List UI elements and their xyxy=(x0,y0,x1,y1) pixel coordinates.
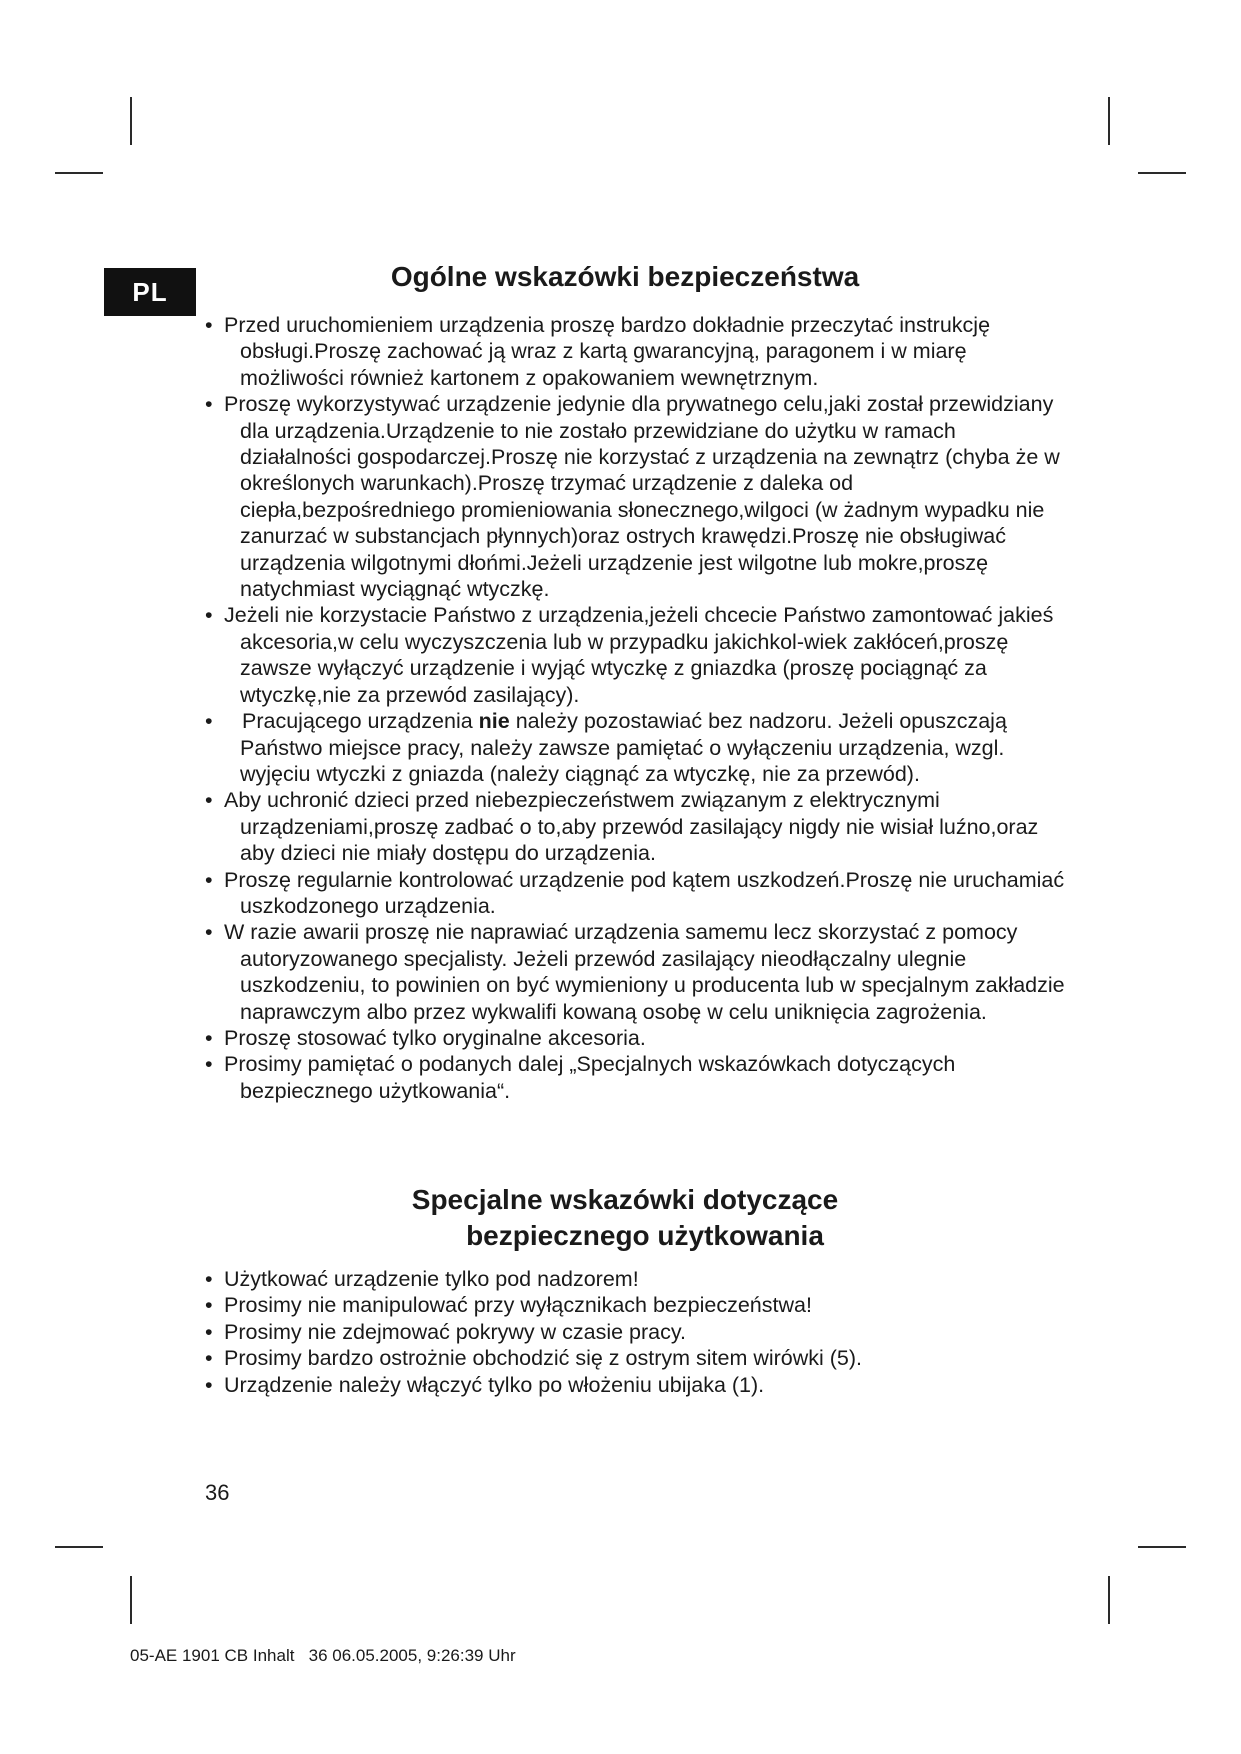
list-item: • Proszę regularnie kontrolować urządzenie pod kątem uszkodzeń.Proszę nie uruchamiać uszkodzonego urządzenia. xyxy=(205,867,1065,920)
list-item: • Proszę stosować tylko oryginalne akcesoria. xyxy=(205,1025,1065,1051)
crop-mark-top-right-horizontal xyxy=(1138,172,1186,174)
list-item: • Prosimy bardzo ostrożnie obchodzić się z ostrym sitem wirówki (5). xyxy=(205,1345,1065,1371)
list-item: • Użytkować urządzenie tylko pod nadzorem! xyxy=(205,1266,1065,1292)
section-title-line-1: Specjalne wskazówki dotyczące xyxy=(411,1184,839,1215)
crop-mark-bottom-left-horizontal xyxy=(55,1546,103,1548)
crop-mark-bottom-right-horizontal xyxy=(1138,1546,1186,1548)
crop-mark-top-right-vertical xyxy=(1108,97,1110,145)
list-item-text: Pracującego urządzenia xyxy=(242,709,479,734)
list-item: • Urządzenie należy włączyć tylko po włożeniu ubijaka (1). xyxy=(205,1372,1065,1398)
list-item: • Aby uchronić dzieci przed niebezpieczeństwem związanym z elektrycznymi urządzeniami,proszę zadbać o to,aby przewód zasilający nigdy nie wisiał luźno,oraz aby dzieci nie miały dostępu do urządzenia. xyxy=(205,787,1065,866)
print-slug: 05-AE 1901 CB Inhalt 36 06.05.2005, 9:26:39 Uhr xyxy=(130,1646,516,1665)
crop-mark-top-left-horizontal xyxy=(55,172,103,174)
section-title-special-safety xyxy=(205,1182,1045,1254)
crop-mark-top-left-vertical xyxy=(130,97,132,145)
list-item: • Prosimy pamiętać o podanych dalej „Specjalnych wskazówkach dotyczących bezpiecznego użytkowania“. xyxy=(205,1051,1065,1104)
page-number: 36 xyxy=(205,1480,230,1505)
section-title-line-2: bezpiecznego użytkowania xyxy=(466,1220,824,1251)
general-safety-list xyxy=(205,312,1065,1104)
list-item: • Prosimy nie zdejmować pokrywy w czasie pracy. xyxy=(205,1319,1065,1345)
emphasis-text: nie xyxy=(478,709,510,734)
list-item-text: należy pozostawiać bez nadzoru. Jeżeli opuszczają Państwo miejsce pracy, należy zawsze pamiętać o wyłączeniu urządzenia, wzgl. wyjęciu wtyczki z gniazda (należy ciągnąć za wtyczkę, nie za przewód). xyxy=(240,709,1007,786)
list-item: • Przed uruchomieniem urządzenia proszę bardzo dokładnie przeczytać instrukcję obsługi.Proszę zachować ją wraz z kartą gwarancyjną, paragonem i w miarę możliwości również kartonem z opakowaniem wewnętrznym. xyxy=(205,312,1065,391)
list-item: • Jeżeli nie korzystacie Państwo z urządzenia,jeżeli chcecie Państwo zamontować jakieś akcesoria,w celu wyczyszczenia lub w przypadku jakichkol-wiek zakłóceń,proszę zawsze wyłączyć urządzenie i wyjąć wtyczkę z gniazdka (proszę pociągnąć za wtyczkę,nie za przewód zasilający). xyxy=(205,602,1065,708)
list-item: • Prosimy nie manipulować przy wyłącznikach bezpieczeństwa! xyxy=(205,1292,1065,1318)
crop-mark-bottom-right-vertical xyxy=(1108,1576,1110,1624)
list-item xyxy=(205,708,1065,787)
section-title-general-safety: Ogólne wskazówki bezpieczeństwa xyxy=(390,261,860,292)
list-item: • W razie awarii proszę nie naprawiać urządzenia samemu lecz skorzystać z pomocy autoryzowanego specjalisty. Jeżeli przewód zasilający nieodłączalny ulegnie uszkodzeniu, to powinien on być wymieniony u producenta lub w specjalnym zakładzie naprawczym albo przez wykwalifi kowaną osobę w celu uniknięcia zagrożenia. xyxy=(205,919,1065,1025)
special-safety-list xyxy=(205,1266,1065,1398)
crop-mark-bottom-left-vertical xyxy=(130,1576,132,1624)
list-item: • Proszę wykorzystywać urządzenie jedynie dla prywatnego celu,jaki został przewidziany dla urządzenia.Urządzenie to nie zostało przewidziane do użytku w ramach działalności gospodarczej.Proszę nie korzystać z urządzenia na zewnątrz (chyba że w określonych warunkach).Proszę trzymać urządzenie z daleka od ciepła,bezpośredniego promieniowania słonecznego,wilgoci (w żadnym wypadku nie zanurzać w substancjach płynnych)oraz ostrych krawędzi.Proszę nie obsługiwać urządzenia wilgotnymi dłońmi.Jeżeli urządzenie jest wilgotne lub mokre,proszę natychmiast wyciągnąć wtyczkę. xyxy=(205,391,1065,602)
language-tab: PL xyxy=(104,268,196,316)
